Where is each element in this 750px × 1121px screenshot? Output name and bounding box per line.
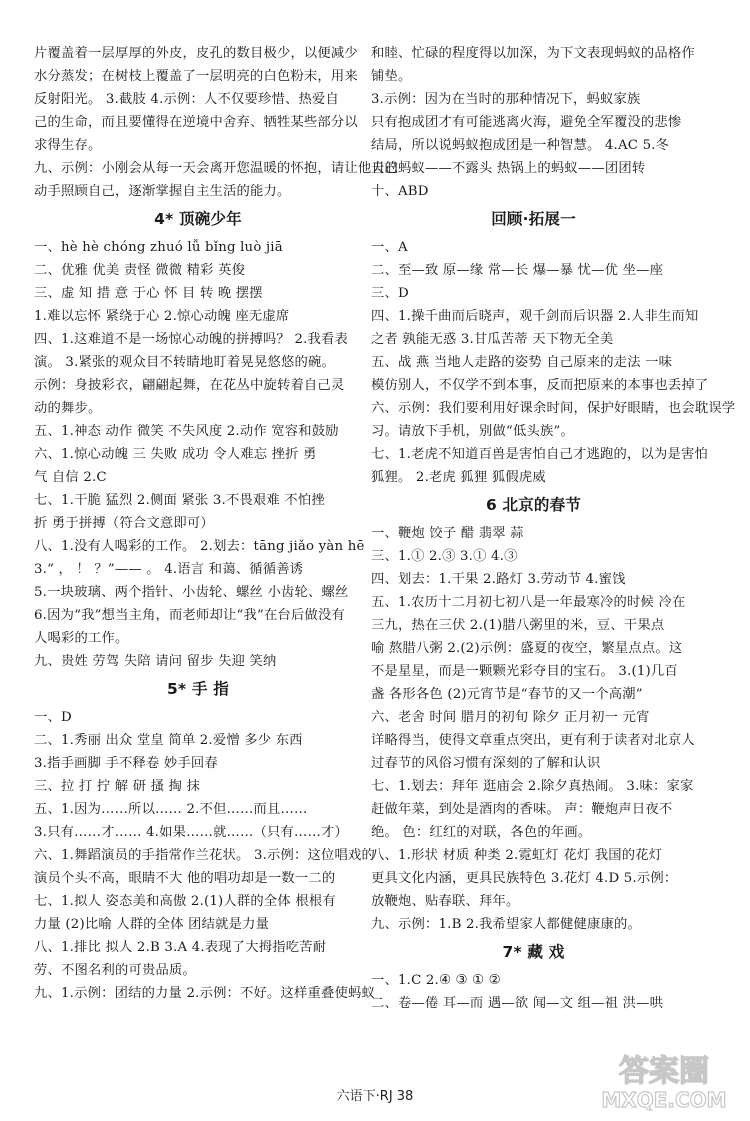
left-text-line: 三、拉 打 拧 解 研 搔 掏 抹 [34,779,200,794]
right-text-line: 三九，热在三伏 2.(1)腊八粥里的米，豆、干果点 [371,618,665,633]
right-text-line: 天的蚂蚁——不露头 热锅上的蚂蚁——团团转 [371,161,646,176]
watermark-logo [584,1043,744,1115]
right-text-line: 放鞭炮、贴春联、拜年。 [371,894,520,909]
left-text-line: 6.因为“我”想当主角，而老师却让“我”在台后做没有 [34,608,346,623]
left-text-line: 七、1.拟人 姿态美和高傲 2.(1)人群的全体 根根有 [34,894,336,909]
right-text-line: 绝。 色：红红的对联，各色的年画。 [371,825,592,840]
watermark-text-top: 答案圈 [619,1054,709,1089]
page-footer: 六语下·RJ 38 [336,1089,414,1104]
right-section-heading: 7* 藏 戏 [502,943,565,961]
left-text-line: 二、优雅 优美 责怪 微微 精彩 英俊 [34,263,246,278]
left-text-line: 五、1.神态 动作 微笑 不失风度 2.动作 宽容和鼓励 [34,424,339,439]
left-text-line: 三、虚 知 措 意 于心 怀 目 转 晚 摆摆 [34,286,263,301]
right-text-line: 一、A [371,240,408,255]
right-section-heading: 回顾·拓展一 [491,210,576,228]
right-text-line: 七、1.划去：拜年 逛庙会 2.除夕真热闹。 3.味：家家 [371,779,694,794]
left-text-line: 示例：身披彩衣，翩翩起舞，在花丛中旋转着自己灵 [34,378,345,393]
left-text-line: 求得生存。 [34,138,102,153]
left-text-line: 五、1.因为……所以…… 2.不但……而且…… [34,802,308,817]
left-text-line: 3.“ ， ！ ？”—— 。 4.语言 和蔼、循循善诱 [34,562,304,577]
left-text-line: 劳、不图名利的可贵品质。 [34,963,196,978]
right-text-line: 二、卷—倦 耳—而 遇—欲 闻—文 组—祖 洪—哄 [371,996,664,1011]
right-text-line: 三、D [371,286,409,301]
left-text-line: 二、1.秀丽 出众 堂皇 简单 2.爱憎 多少 东西 [34,733,303,748]
left-text-line: 演员个头不高，眼睛不大 他的唱功却是一数一二的 [34,871,336,886]
left-text-line: 一、hè hè chóng zhuó lǚ bǐng luò jiā [34,240,283,255]
left-text-line: 演。 3.紧张的观众目不转睛地盯着晃晃悠悠的碗。 [34,355,335,370]
left-text-line: 3.指手画脚 手不释卷 妙手回春 [34,756,218,771]
left-text-line: 气 自信 2.C [34,470,107,485]
right-text-line: 结局，所以说蚂蚁抱成团是一种智慧。 4.AC 5.冬 [371,138,670,153]
left-text-line: 一、D [34,710,72,725]
right-text-line: 八、1.形状 材质 种类 2.霓虹灯 花灯 我国的花灯 [371,848,663,863]
left-text-line: 人喝彩的工作。 [34,631,129,646]
left-text-line: 八、1.排比 拟人 2.B 3.A 4.表现了大拇指吃苦耐 [34,940,327,955]
right-text-line: 和睦、忙碌的程度得以加深，为下文表现蚂蚁的品格作 [371,46,695,61]
watermark-text-bottom: MXQE.COM [601,1088,727,1112]
left-text-line: 六、1.舞蹈演员的手指常作兰花状。 3.示例：这位唱戏的 [34,848,376,863]
right-text-line: 十、ABD [371,184,429,199]
left-text-line: 动的舞步。 [34,401,102,416]
left-section-heading: 5* 手 指 [167,680,229,698]
left-text-line: 片覆盖着一层厚厚的外皮，皮孔的数目极少，以便减少 [34,46,358,61]
left-text-line: 3.只有……才…… 4.如果……就……（只有……才） [34,825,349,840]
right-text-line: 更具文化内涵，更具民族特色 3.花灯 4.D 5.示例： [371,871,678,886]
left-text-line: 七、1.干脆 猛烈 2.侧面 紧张 3.不畏艰难 不怕挫 [34,493,325,508]
left-text-line: 折 勇于拼搏（符合文意即可） [34,516,214,531]
right-text-line: 七、1.老虎不知道百兽是害怕自己才逃跑的，以为是害怕 [371,447,709,462]
right-section-heading: 6 北京的春节 [485,496,582,514]
right-text-line: 狐狸。 2.老虎 狐狸 狐假虎威 [371,470,546,485]
right-text-line: 二、至—致 原—缘 常—长 爆—暴 忧—优 坐—座 [371,263,664,278]
left-text-line: 水分蒸发；在树枝上覆盖了一层明亮的白色粉末，用来 [34,69,358,84]
right-text-line: 之者 孰能无惑 3.甘瓜苦蒂 天下物无全美 [371,332,614,347]
right-text-line: 一、鞭炮 饺子 醋 翡翠 蒜 [371,526,524,541]
right-column [371,42,736,1015]
right-text-line: 喻 熬腊八粥 2.(2)示例：盛夏的夜空，繁星点点。这 [371,641,683,656]
left-text-line: 九、贵姓 劳驾 失陪 请问 留步 失迎 笑纳 [34,654,277,669]
left-text-line: 九、示例：小刚会从每一天会离开您温暖的怀抱，请让他自己 [34,161,399,176]
left-text-line: 力量 (2)比喻 人群的全体 团结就是力量 [34,917,270,932]
right-text-line: 铺垫。 [371,69,412,84]
right-text-line: 四、划去：1.干果 2.路灯 3.劳动节 4.蜜饯 [371,572,626,587]
right-text-line: 四、1.操千曲而后晓声，观千剑而后识器 2.人非生而知 [371,309,699,324]
left-section-heading: 4* 顶碗少年 [154,210,242,228]
left-text-line: 四、1.这难道不是一场惊心动魄的拼搏吗？ 2.我看表 [34,332,349,347]
left-text-line: 1.难以忘怀 紧绕于心 2.惊心动魄 座无虚席 [34,309,290,324]
right-text-line: 详略得当，使得文章重点突出，更有利于读者对北京人 [371,733,695,748]
right-text-line: 三、1.① 2.③ 3.① 4.③ [371,549,518,564]
right-text-line: 过春节的风俗习惯有深刻的了解和认识 [371,756,601,771]
left-text-line: 反射阳光。 3.截肢 4.示例：人不仅要珍惜、热爱自 [34,92,339,107]
left-text-line: 九、1.示例：团结的力量 2.示例：不好。这样重叠使蚂蚁 [34,986,376,1001]
right-text-line: 六、老舍 时间 腊月的初旬 除夕 正月初一 元宵 [371,710,650,725]
left-text-line: 动手照顾自己，逐渐掌握自主生活的能力。 [34,184,291,199]
left-text-line: 六、1.惊心动魄 三 失败 成功 令人难忘 挫折 勇 [34,447,317,462]
right-text-line: 不是星星，而是一颗颗光彩夺目的宝石。 3.(1)几百 [371,664,678,679]
left-text-line: 八、1.没有人喝彩的工作。 2.划去：tāng jiǎo yàn hē [34,539,365,554]
left-text-line: 己的生命，而且要懂得在逆境中舍弃、牺牲某些部分以 [34,115,358,130]
right-text-line: 一、1.C 2.④ ③ ① ② [371,973,501,988]
right-text-line: 六、示例：我们要利用好课余时间，保护好眼睛，也会耽误学 [371,401,736,416]
right-text-line: 习。请放下手机，别做“低头族”。 [371,424,574,439]
right-text-line: 只有抱成团才有可能逃离火海，避免全军覆没的悲惨 [371,115,682,130]
right-text-line: 模仿别人，不仅学不到本事，反而把原来的本事也丢掉了 [371,378,709,393]
right-text-line: 五、1.农历十二月初七初八是一年最寒冷的时候 冷在 [371,595,686,610]
right-text-line: 九、示例：1.B 2.我希望家人都健健康康的。 [371,917,642,932]
left-text-line: 5.一块玻璃、两个指针、小齿轮、螺丝 小齿轮、螺丝 [34,585,349,600]
right-text-line: 3.示例：因为在当时的那种情况下，蚂蚁家族 [371,92,641,107]
right-text-line: 盏 各形各色 (2)元宵节是“春节的又一个高潮” [371,687,643,702]
right-text-line: 五、战 燕 当地人走路的姿势 自己原来的走法 一味 [371,355,673,370]
right-text-line: 赶做年菜，到处是酒肉的香味。 声：鞭炮声日夜不 [371,802,673,817]
